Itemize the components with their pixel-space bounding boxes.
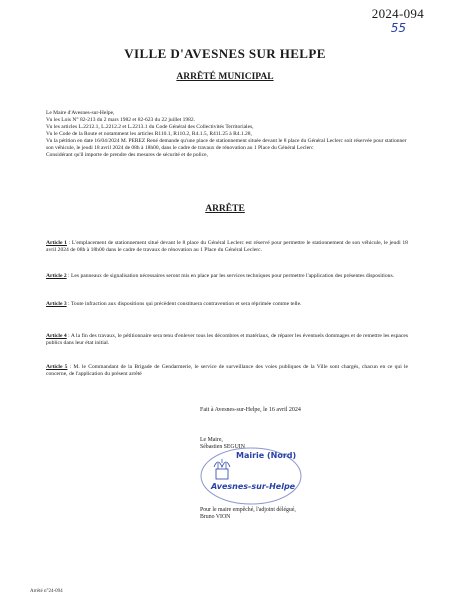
preamble-line: Le Maire d'Avesnes-sur-Helpe, (46, 110, 115, 116)
article-label: Article 3 (46, 301, 67, 307)
article-text: : M. le Commandant de la Brigade de Gendarmerie, le service de surveillance des voies publiques de la Ville sont chargés, chacun en ce qui le concerne, de l'application du présent arrêté (46, 364, 409, 378)
article-label: Article 4 (46, 333, 67, 339)
preamble-line: Considérant qu'il importe de prendre des mesures de sécurité et de police, (46, 152, 208, 158)
footer-reference: Arrêté n°24-094 (30, 589, 63, 594)
article-text: : L'emplacement de stationnement situé devant le 8 place du Général Leclerc est réservé pour permettre le stationnement de son véhicule, le jeudi 18 avril 2024 de 08h à 18h00 dans le cadre de travaux de rénovation au 1 Place du Général Leclerc. (46, 240, 408, 254)
stamp-text-top: Mairie (Nord) (236, 451, 297, 460)
preamble (46, 110, 408, 159)
article-5 (46, 364, 408, 378)
section-title: ARRÊTE (205, 204, 245, 214)
article-4 (46, 333, 408, 347)
deputy-name: Bruno VION (200, 514, 231, 520)
article-text: : Toute infraction aux dispositions qui précèdent constituera contravention et sera réprimée comme telle. (66, 301, 302, 307)
preamble-line: Vu les Lois N° 82-213 du 2 mars 1982 et 82-623 du 22 juillet 1982. (46, 117, 195, 123)
signer-role: Le Maire, (200, 437, 223, 443)
article-label: Article 5 (46, 364, 68, 370)
preamble-line: Vu les articles L.2212.1, L.2212.2 et L.2213.1 du Code Général des Collectivités Territoriales, (46, 124, 254, 130)
article-2 (46, 273, 408, 280)
delegation-line: Pour le maire empêché, l'adjoint délégué, (200, 507, 296, 513)
mayor-name: Sébastien SEGUIN (200, 444, 245, 450)
article-1 (46, 240, 408, 254)
article-3 (46, 301, 408, 308)
preamble-line: Vu le Code de la Route et notamment les articles R110.1, R110.2, R4.1.5, R411.25 à R4.1.28, (46, 131, 252, 137)
article-label: Article 2 (46, 273, 67, 279)
reference-number: 2024-094 (371, 6, 424, 21)
article-text: : A la fin des travaux, le pétitionnaire sera tenu d'enlever tous les décombres et matériaux, de réparer les éventuels dommages et de remettre les espaces publics dans leur état initial. (46, 333, 409, 347)
document-subtitle: ARRÊTÉ MUNICIPAL (176, 72, 274, 82)
stamp-text-bottom: Avesnes-sur-Helpe (211, 482, 296, 491)
preamble-line: Vu la pétition en date 16/04/2024 M. PEREZ René demande qu'une place de stationnement située devant le 8 place du Général Leclerc soit réservée pour stationner son véhicule, le jeudi 18 avril 2024 de 08h à 18h00, dans le cadre de travaux de rénovation au 1 Place du Général Leclerc (46, 138, 407, 151)
document-title: VILLE D'AVESNES SUR HELPE (124, 46, 326, 61)
handwritten-number: 55 (390, 21, 406, 35)
article-label: Article 1 (46, 240, 67, 246)
date-line: Fait à Avesnes-sur-Helpe, le 16 avril 2024 (200, 407, 301, 413)
article-text: : Les panneaux de signalisation nécessaires seront mis en place par les services techniques pour permettre l'application des présentes dispositions. (66, 273, 395, 279)
